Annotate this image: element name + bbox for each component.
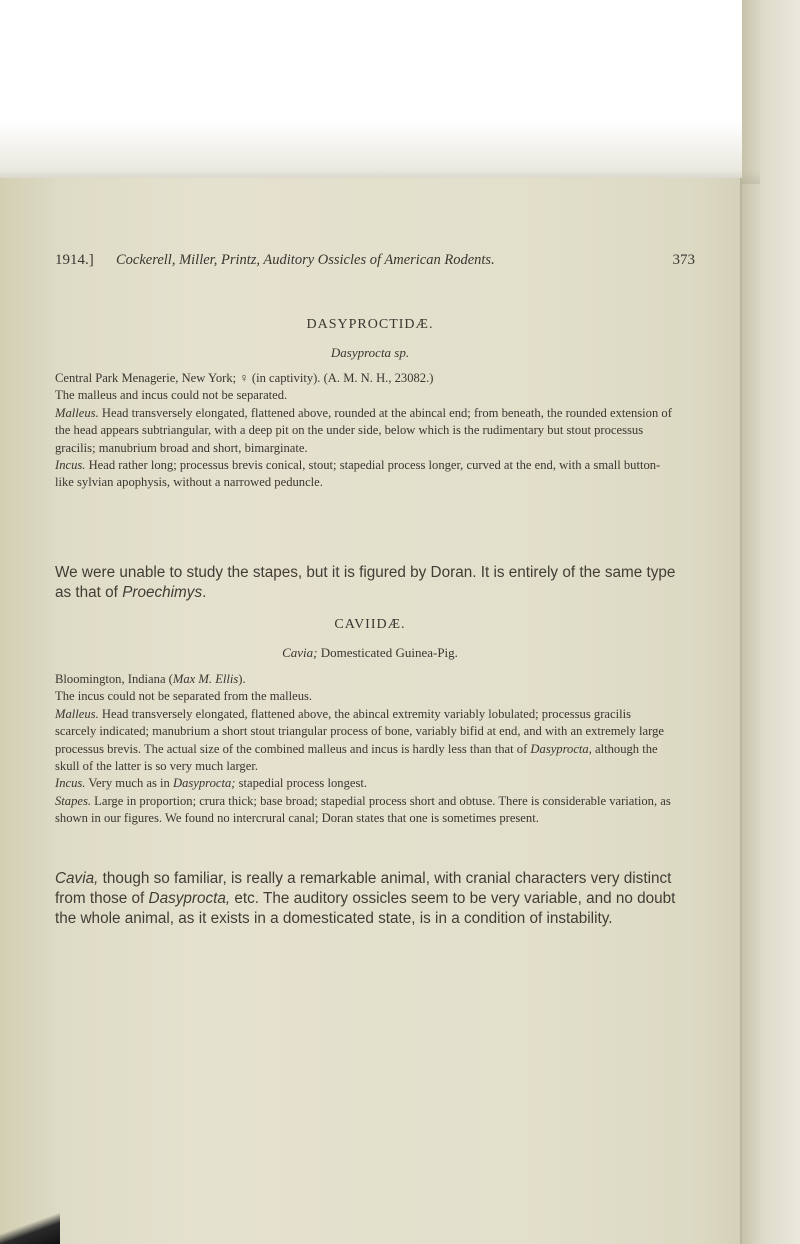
closing-genus: Cavia, — [55, 870, 99, 887]
incus-label: Incus. — [55, 776, 86, 791]
closing-paragraph — [55, 869, 680, 929]
species-genus-cavia: Cavia; — [282, 645, 318, 660]
closing-genus2: Dasyprocta, — [148, 890, 231, 907]
dasyprocta-description — [55, 370, 675, 492]
stapes-note-text: We were unable to study the stapes, but it is figured by Doran. It is entirely of the same type as that of — [55, 564, 676, 601]
locality-end: ). — [238, 672, 246, 686]
stapes-text: Large in proportion; crura thick; base broad; stapedial process short and obtuse. There is considerable variation, as shown in our figures. We found no intercrural canal; Doran states that one is sometimes present. — [55, 793, 671, 826]
cavia-description — [55, 671, 675, 828]
incus-paragraph — [55, 775, 675, 792]
header-year: 1914.] — [55, 252, 94, 268]
incus-tail: stapedial process longest. — [235, 776, 368, 791]
scan-edge — [742, 0, 800, 1244]
incus-text: Very much as in — [85, 776, 173, 791]
incus-genus-ref: Dasyprocta; — [173, 776, 236, 791]
malleus-paragraph — [55, 405, 675, 457]
specimen-line — [55, 671, 675, 688]
family-heading-caviidae: CAVIIDÆ. — [334, 617, 406, 632]
page-corner-shadow — [0, 1195, 60, 1244]
species-heading-dasyprocta: Dasyprocta sp. — [330, 345, 410, 360]
stapes-paragraph — [55, 793, 675, 828]
malleus-genus-ref: Dasyprocta — [530, 741, 589, 756]
separation-note: The incus could not be separated from the malleus. — [55, 689, 313, 704]
closing-end: etc. The auditory ossicles seem to be very variable, and no doubt the whole animal, as it exists in a domesticated state, is in a condition of instability. — [55, 890, 676, 927]
running-header — [55, 252, 695, 274]
malleus-tail: , although the skull of the latter is so very much larger. — [55, 741, 658, 774]
separation-note: The malleus and incus could not be separated. — [55, 388, 288, 403]
stapes-note-genus: Proechimys — [122, 584, 203, 601]
malleus-text: Head transversely elongated, flattened above, the abincal extremity variably lobulated; processus gracilis scarcely indicated; manubrium a short stout triangular process of bone, variably bifid at end, and with an extremely large processus brevis. The actual size of the combined malleus and incus is hardly less than that of — [55, 706, 664, 756]
incus-paragraph — [55, 457, 675, 492]
malleus-label: Malleus. — [55, 405, 99, 420]
collector-name: Max M. Ellis — [172, 672, 239, 686]
malleus-paragraph — [55, 706, 675, 776]
stapes-note-paragraph — [55, 563, 680, 603]
family-heading-dasyproctidae: DASYPROCTIDÆ. — [306, 317, 434, 332]
malleus-label: Malleus. — [55, 706, 99, 721]
page-number: 373 — [672, 252, 695, 268]
specimen-line: Central Park Menagerie, New York; ♀ (in captivity). (A. M. N. H., 23082.) — [55, 371, 434, 385]
closing-text: though so familiar, is really a remarkable animal, with cranial characters very distinct from those of — [55, 870, 672, 907]
stapes-label: Stapes. — [55, 793, 92, 808]
species-heading-cavia — [0, 645, 740, 661]
incus-text: Head rather long; processus brevis conical, stout; stapedial process longer, curved at the end, with a small button-like sylvian apophysis, without a narrowed peduncle. — [55, 458, 661, 490]
species-common-name: Domesticated Guinea-Pig. — [317, 645, 458, 660]
incus-label: Incus. — [55, 458, 86, 473]
locality-text: Bloomington, Indiana ( — [55, 672, 173, 686]
malleus-text: Head transversely elongated, flattened above, rounded at the abincal end; from beneath, the rounded extension of the head appears subtriangular, with a deep pit on the under side, below which is the rudimentary but stout processus gracilis; manubrium broad and short, bimarginate. — [55, 405, 672, 455]
header-running-title: Cockerell, Miller, Printz, Auditory Ossicles of American Rodents. — [116, 252, 495, 268]
cavia-closing-note — [55, 869, 680, 929]
dasyprocta-stapes-note — [55, 563, 680, 603]
stapes-note-end: . — [202, 584, 207, 601]
